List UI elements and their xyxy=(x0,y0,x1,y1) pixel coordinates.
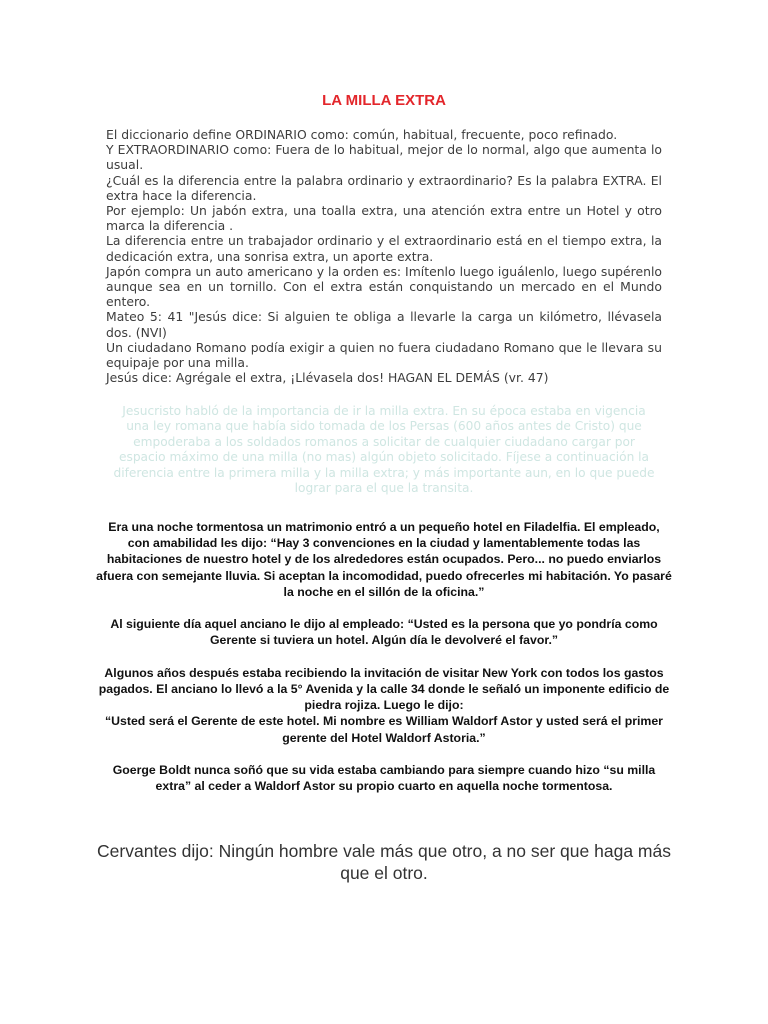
closing-quote: Cervantes dijo: Ningún hombre vale más que otro, a no ser que haga más que el otro. xyxy=(97,841,671,883)
intro-paragraph: Mateo 5: 41 "Jesús dice: Si alguien te obliga a llevarle la carga un kilómetro, llévasela dos. (NVI) xyxy=(106,309,662,340)
intro-section xyxy=(106,127,662,385)
intro-paragraph: ¿Cuál es la diferencia entre la palabra ordinario y extraordinario? Es la palabra EXTRA. El extra hace la diferencia. xyxy=(106,172,662,203)
intro-paragraph: Japón compra un auto americano y la orden es: Imítenlo luego iguálenlo, luego supérenlo aunque sea en un tornillo. Con el extra están conquistando un mercado en el Mundo entero. xyxy=(106,263,662,310)
intro-paragraph: Y EXTRAORDINARIO como: Fuera de lo habitual, mejor de lo normal, algo que aumenta lo usual. xyxy=(106,142,662,173)
story-paragraph: Era una noche tormentosa un matrimonio entró a un pequeño hotel en Filadelfia. El empleado, con amabilidad les dijo: “Hay 3 convenciones en la ciudad y lamentablemente todas las habitaciones de nuestro hotel y de los alrededores están ocupados. Pero... no puedo enviarlos afuera con semejante lluvia. Si aceptan la incomodidad, puedo ofrecerles mi habitación. Yo pasaré la noche en el sillón de la oficina.” xyxy=(96,520,672,599)
story-paragraph-text: Algunos años después estaba recibiendo la invitación de visitar New York con todos los gastos pagados. El anciano lo llevó a la 5° Avenida y la calle 34 donde le señaló un imponente edificio de piedra rojiza. Luego le dijo: xyxy=(98,665,670,713)
story-paragraph xyxy=(96,665,672,714)
story-paragraph: Goerge Boldt nunca soñó que su vida estaba cambiando para siempre cuando hizo “su milla extra” al ceder a Waldorf Astor su propio cuarto en aquella noche tormentosa. xyxy=(112,763,656,794)
intro-paragraph: Por ejemplo: Un jabón extra, una toalla extra, una atención extra entre un Hotel y otro marca la diferencia . xyxy=(106,203,662,234)
story-paragraph: “Usted será el Gerente de este hotel. Mi nombre es William Waldorf Astor y usted será el primer gerente del Hotel Waldorf Astoria.” xyxy=(105,714,663,745)
story-paragraph: Al siguiente día aquel anciano le dijo al empleado: “Usted es la persona que yo pondría como Gerente si tuviera un hotel. Algún día le devolveré el favor.” xyxy=(110,617,658,648)
intro-paragraph: La diferencia entre un trabajador ordinario y el extraordinario está en el tiempo extra, la dedicación extra, una sonrisa extra, un aporte extra. xyxy=(106,233,662,264)
intro-paragraph: Un ciudadano Romano podía exigir a quien no fuera ciudadano Romano que le llevara su equipaje por una milla. xyxy=(106,339,662,371)
intro-paragraph: El diccionario define ORDINARIO como: común, habitual, frecuente, poco refinado. xyxy=(106,127,618,142)
page-title: LA MILLA EXTRA xyxy=(322,92,446,109)
faded-paragraph: Jesucristo habló de la importancia de ir la milla extra. En su época estaba en vigencia una ley romana que había sido tomada de los Persas (600 años antes de Cristo) que empoderaba a los soldados romanos a solicitar de cualquier ciudadano cargar por espacio máximo de una milla (no mas) algún objeto solicitado. Fíjese a continuación la diferencia entre la primera milla y la milla extra; y más importante aun, en lo que puede lograr para el que la transita. xyxy=(113,404,655,496)
story-section xyxy=(96,519,672,811)
intro-paragraph: Jesús dice: Agrégale el extra, ¡Llévasela dos! HAGAN EL DEMÁS (vr. 47) xyxy=(106,370,549,386)
